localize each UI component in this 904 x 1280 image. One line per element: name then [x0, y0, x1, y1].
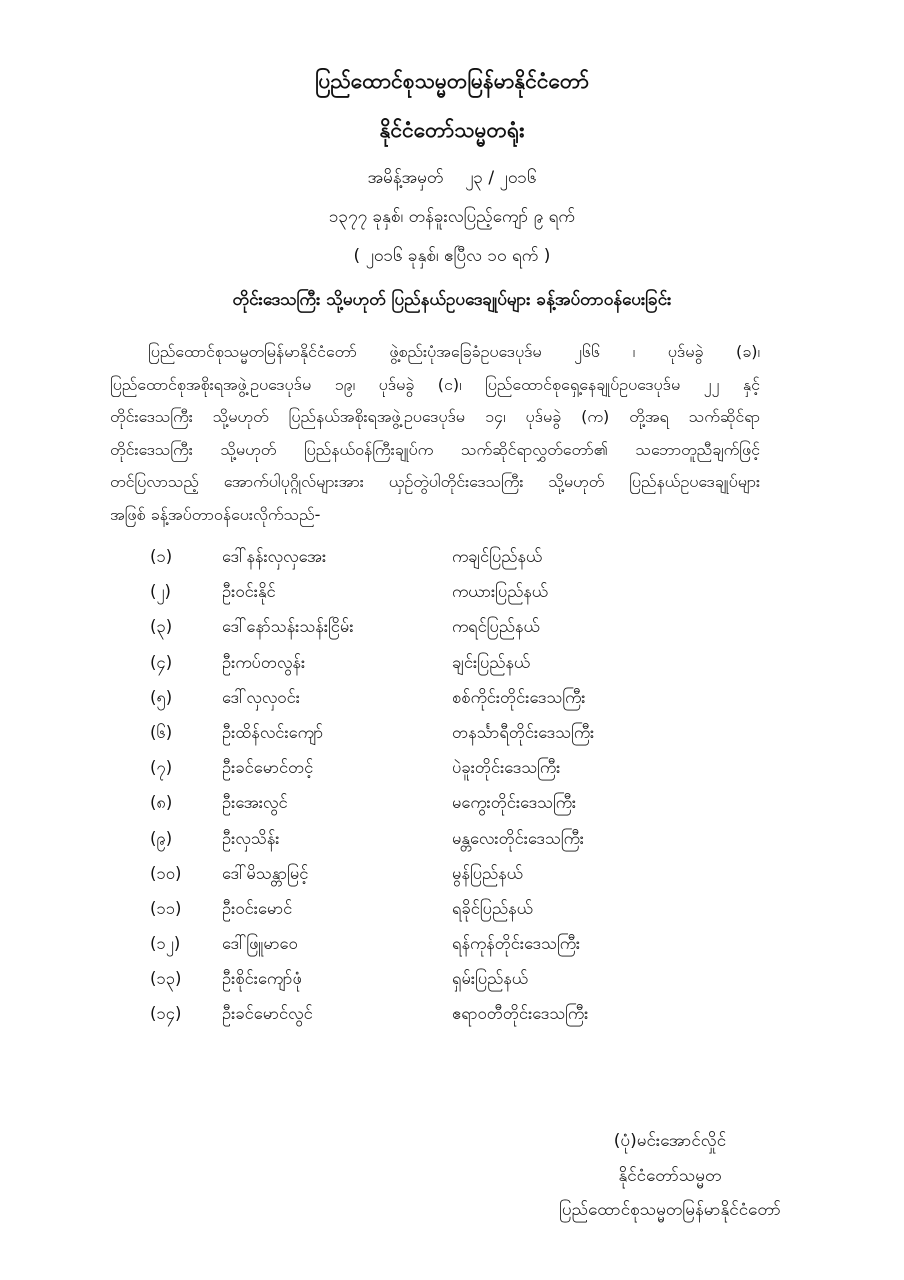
appointment-number: (၄)	[150, 652, 173, 672]
appointee-region: ကယားပြည်နယ်	[452, 582, 548, 602]
appointment-row	[150, 856, 710, 891]
appointment-number: (၆)	[150, 722, 173, 742]
appointee-name: ဦးထိန်လင်းကျော်	[222, 722, 324, 742]
appointment-number: (၂)	[150, 582, 171, 602]
appointment-row	[150, 574, 710, 609]
appointment-row	[150, 539, 710, 574]
appointee-region: ချင်းပြည်နယ်	[452, 652, 530, 672]
appointment-row	[150, 645, 710, 680]
appointment-number: (၇)	[150, 758, 173, 778]
appointee-name: ဦးခင်မောင်လွင်	[222, 1004, 313, 1024]
appointment-row	[150, 715, 710, 750]
subject-line: တိုင်းဒေသကြီး သို့မဟုတ် ပြည်နယ်ဥပဒေချုပ်များ ခန့်အပ်တာဝန်ပေးခြင်း	[232, 290, 672, 310]
appointee-region: တနင်္သာရီတိုင်းဒေသကြီး	[452, 722, 595, 742]
appointee-name: ဦးစိုင်းကျော်ဖုံ	[222, 969, 302, 989]
appointment-number: (၁၀)	[150, 863, 182, 883]
appointee-name: ဒေါ်နော်သန်းသန်းငြိမ်း	[222, 617, 354, 637]
body-line: ပြည်ထောင်စုသမ္မတမြန်မာနိုင်ငံတော် ဖွဲ့စည်းပုံအခြေခံဥပဒေပုဒ်မ ၂၆၆ ၊ ပုဒ်မခွဲ (ခ)၊	[148, 342, 760, 361]
appointment-number: (၁၁)	[150, 898, 182, 918]
order-number-line	[0, 167, 904, 192]
appointee-region: ရခိုင်ပြည်နယ်	[452, 898, 533, 918]
appointment-number: (၁၃)	[150, 969, 182, 989]
appointment-number: (၁၄)	[150, 1004, 182, 1024]
appointment-row	[150, 680, 710, 715]
appointment-row	[150, 996, 710, 1031]
appointee-name: ဦးဝင်းနိုင်	[222, 582, 276, 602]
body-line: ပြည်ထောင်စုအစိုးရအဖွဲ့ဥပဒေပုဒ်မ ၁၉၊ ပုဒ်မခွဲ (င)၊ ပြည်ထောင်စုရှေ့နေချုပ်ဥပဒေပုဒ်မ ၂၂ နှင့်	[110, 374, 760, 394]
appointee-name: ဒေါ်လှလှဝင်း	[222, 687, 300, 707]
appointee-region: ဧရာဝတီတိုင်းဒေသကြီး	[452, 1004, 589, 1024]
appointee-region: ရှမ်းပြည်နယ်	[452, 969, 528, 989]
appointee-region: ကချင်ပြည်နယ်	[452, 547, 542, 566]
appointee-region: ရန်ကုန်တိုင်းဒေသကြီး	[452, 934, 581, 954]
appointment-number: (၃)	[150, 617, 173, 637]
appointment-row	[150, 821, 710, 856]
appointment-number: (၉)	[150, 828, 173, 848]
appointment-list	[150, 539, 710, 1032]
appointment-row	[150, 926, 710, 961]
signature-block	[520, 1124, 820, 1228]
appointment-number: (၁)	[150, 547, 173, 566]
signatory-title: နိုင်ငံတော်သမ္မတ	[618, 1165, 722, 1186]
appointee-name: ဦးကပ်တလွန်း	[222, 652, 306, 672]
appointee-region: ကရင်ပြည်နယ်	[452, 617, 540, 637]
appointment-number: (၁၂)	[150, 934, 181, 954]
appointee-region: ပဲခူးတိုင်းဒေသကြီး	[452, 758, 561, 778]
appointee-name: ဦးခင်မောင်တင့်	[222, 758, 314, 778]
appointee-name: ဦးဝင်းမောင်	[222, 898, 293, 918]
appointee-region: မွန်ပြည်နယ်	[452, 863, 523, 883]
body-line: တိုင်းဒေသကြီး သို့မဟုတ် ပြည်နယ်ဝန်ကြီးချုပ်က သက်ဆိုင်ရာလွှတ်တော်၏ သဘောတူညီချက်ဖြင့်	[110, 439, 760, 459]
appointee-region: မကွေးတိုင်းဒေသကြီး	[452, 793, 577, 813]
appointment-row	[150, 785, 710, 820]
appointee-name: ဒေါ်နန်းလှလှအေး	[222, 547, 327, 566]
appointee-name: ဒေါ်မိသန္တာမြင့်	[222, 863, 309, 883]
office-title: နိုင်ငံတော်သမ္မတရုံး	[379, 118, 525, 142]
appointment-number: (၈)	[150, 793, 173, 813]
order-label: အမိန့်အမှတ်	[367, 168, 444, 188]
appointment-row	[150, 961, 710, 996]
signatory-state: ပြည်ထောင်စုသမ္မတမြန်မာနိုင်ငံတော်	[559, 1200, 781, 1220]
appointment-row	[150, 750, 710, 785]
appointment-row	[150, 891, 710, 926]
body-line: တိုင်းဒေသကြီး သို့မဟုတ် ပြည်နယ်အစိုးရအဖွဲ့ဥပဒေပုဒ်မ ၁၄၊ ပုဒ်မခွဲ (က) တို့အရ သက်ဆိုင်ရာ	[110, 407, 760, 426]
state-title: ပြည်ထောင်စုသမ္မတမြန်မာနိုင်ငံတော်	[314, 69, 589, 93]
signatory-name: (ပုံ)မင်းအောင်လှိုင်	[613, 1131, 727, 1151]
myanmar-date: ၁၃၇၇ ခုနှစ်၊ တန်ခူးလပြည့်ကျော် ၉ ရက်	[328, 207, 576, 227]
appointee-region: စစ်ကိုင်းတိုင်းဒေသကြီး	[452, 687, 586, 707]
appointee-name: ဒေါ်ဖြူမာဝေ	[222, 934, 298, 954]
appointee-name: ဦးအေးလွင်	[222, 793, 288, 813]
body-paragraph	[110, 336, 760, 531]
order-number: ၂၃ / ၂၀၁၆	[465, 168, 537, 188]
appointee-region: မန္တလေးတိုင်းဒေသကြီး	[452, 828, 584, 848]
appointment-row	[150, 609, 710, 644]
body-line: တင်ပြလာသည့် အောက်ပါပုဂ္ဂိုလ်များအား ယှဉ်တွဲပါတိုင်းဒေသကြီး သို့မဟုတ် ပြည်နယ်ဥပဒေချုပ်များ	[110, 472, 760, 491]
appointment-number: (၅)	[150, 687, 173, 707]
appointee-name: ဦးလှသိန်း	[222, 828, 280, 848]
body-line: အဖြစ် ခန့်အပ်တာဝန်ပေးလိုက်သည်-	[110, 504, 321, 524]
gregorian-date: ( ၂၀၁၆ ခုနှစ်၊ ဧပြီလ ၁၀ ရက် )	[353, 246, 551, 266]
